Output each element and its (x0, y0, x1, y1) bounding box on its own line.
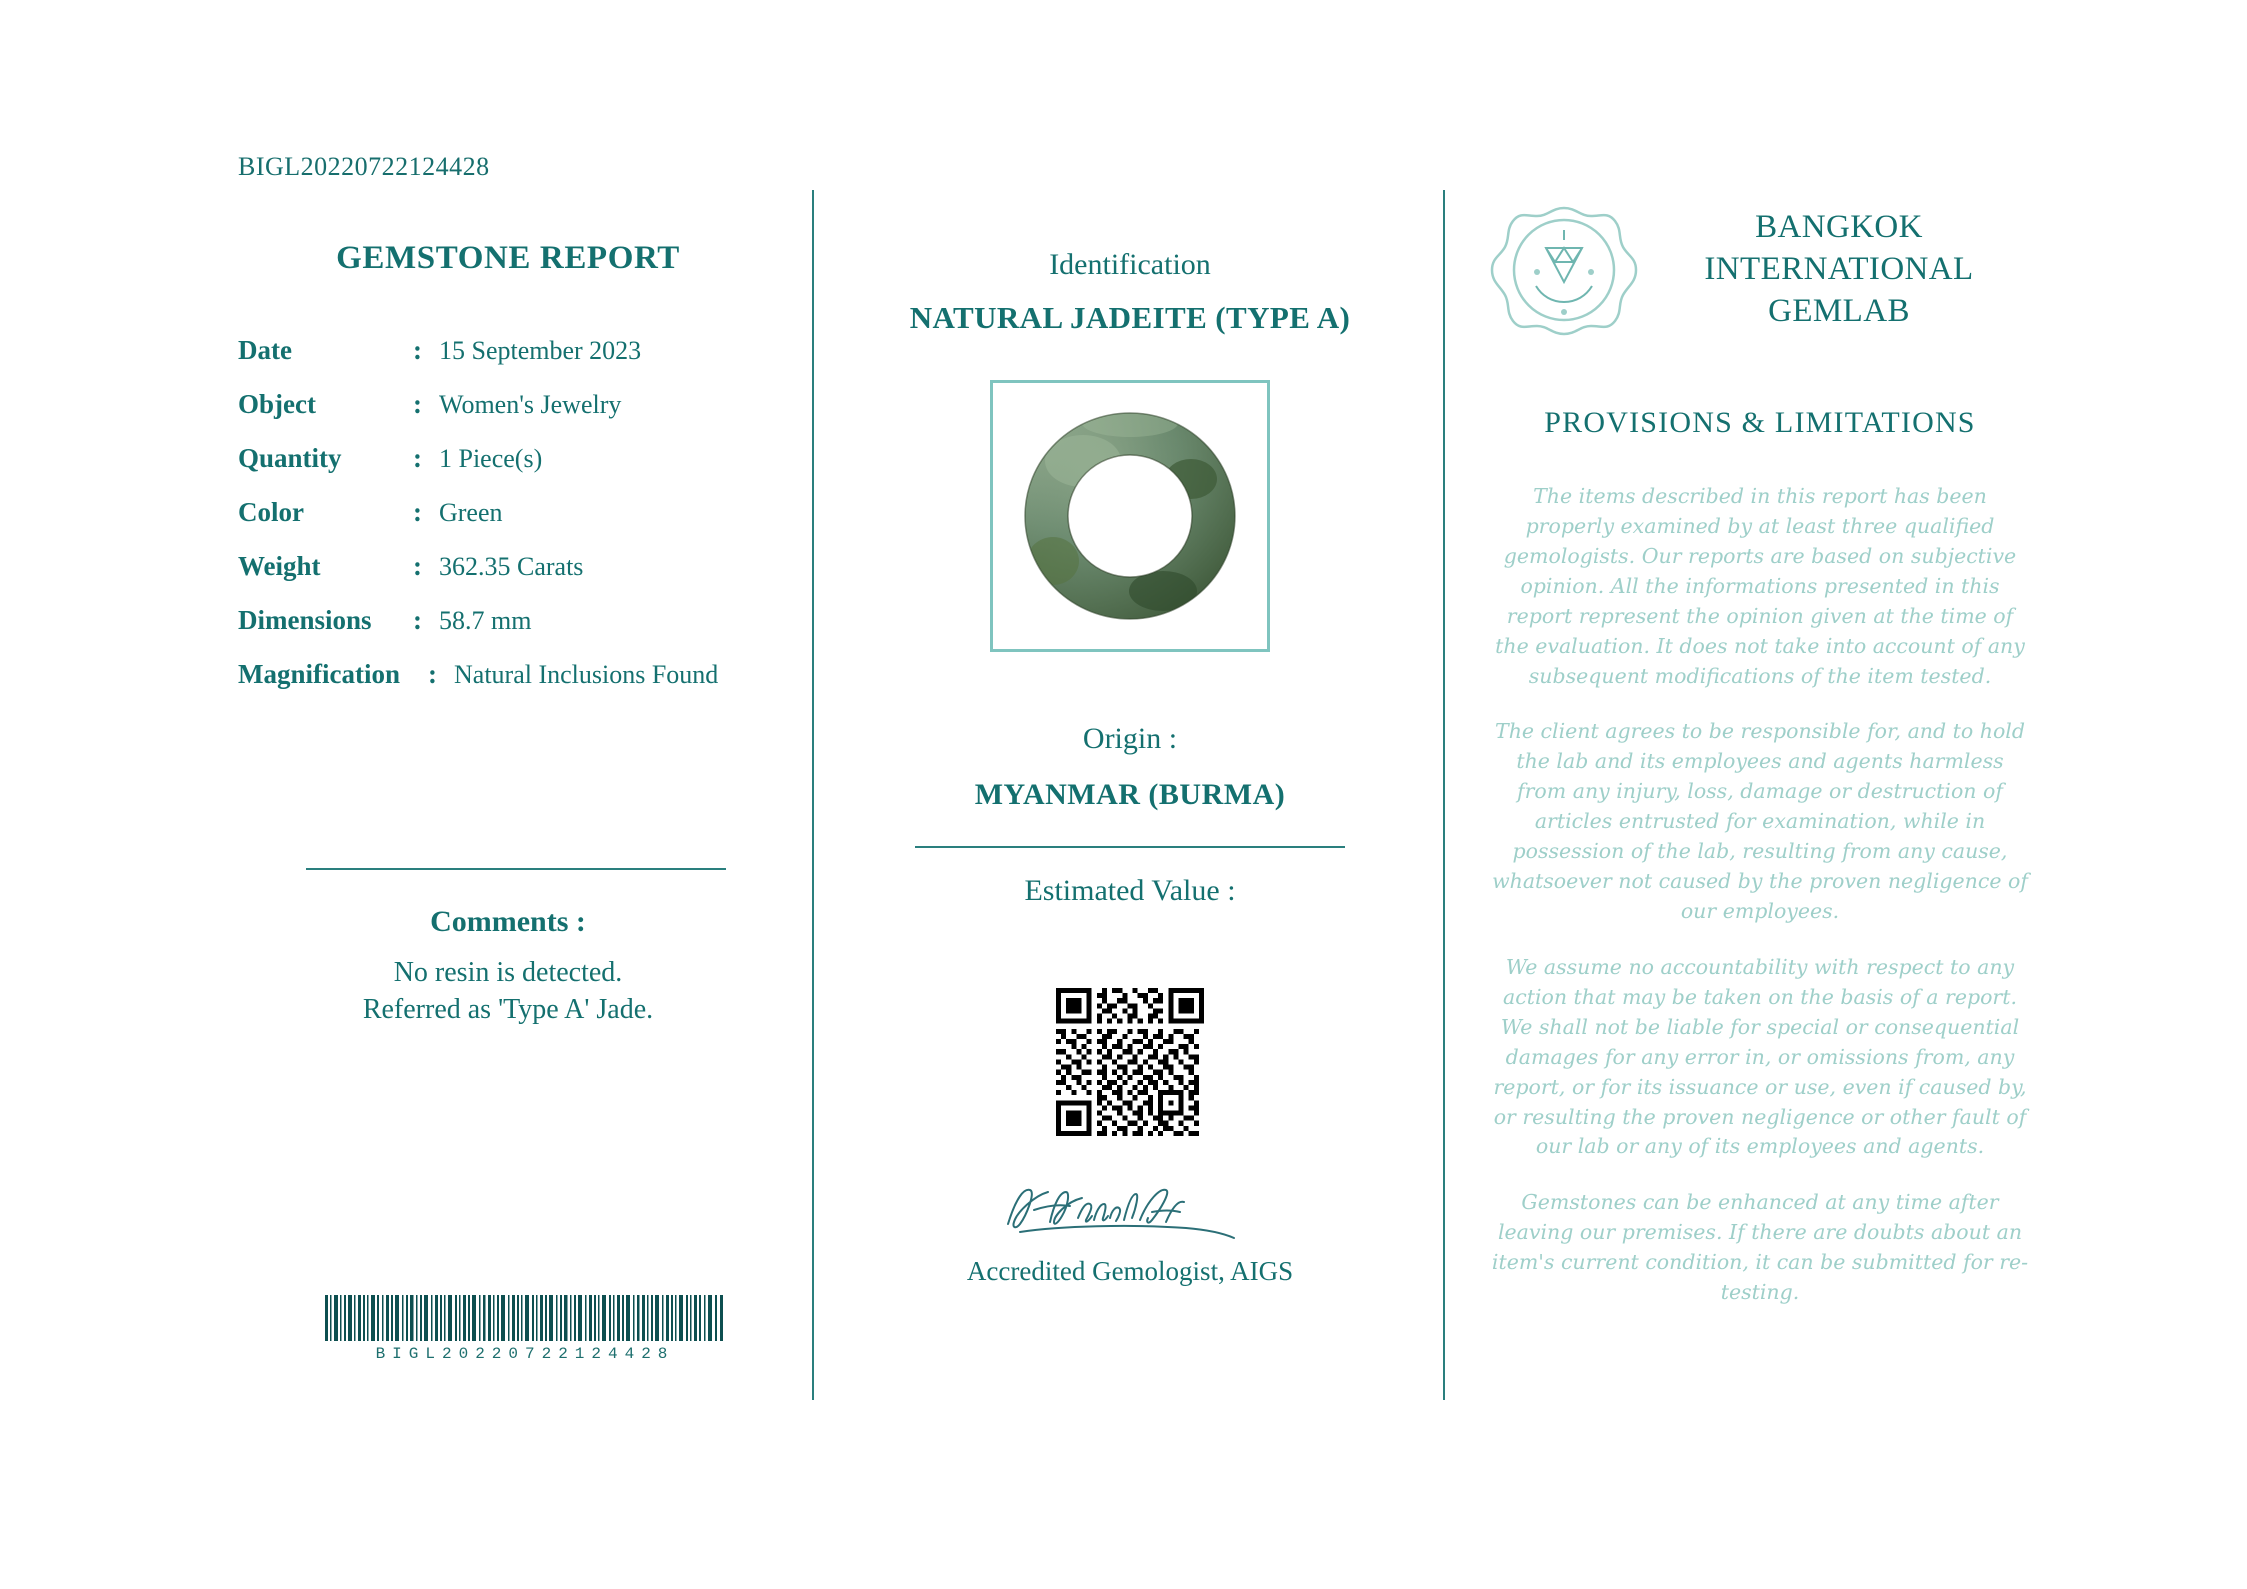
barcode (325, 1295, 725, 1363)
field-label: Quantity (238, 443, 342, 473)
gem-properties-list (238, 335, 778, 690)
field-colon: : (413, 551, 422, 581)
table-row (238, 389, 778, 420)
qr-code-icon (1056, 988, 1204, 1136)
provisions-paragraph: Gemstones can be enhanced at any time after leaving our premises. If there are doubts about an item's current condition, it can be submitted for re-testing. (1491, 1190, 2029, 1305)
field-label: Date (238, 335, 292, 365)
field-value: 1 Piece(s) (439, 444, 543, 473)
field-value: Women's Jewelry (439, 390, 622, 419)
field-label: Weight (238, 551, 321, 581)
comments-body (238, 955, 778, 1029)
brand-line-3: GEMLAB (1768, 293, 1910, 330)
field-value: 15 September 2023 (439, 336, 642, 365)
column-divider-right (1443, 190, 1445, 1400)
brand-header (1490, 196, 2030, 348)
signature-icon (990, 1176, 1270, 1242)
field-label: Color (238, 497, 304, 527)
field-colon: : (413, 443, 422, 473)
field-label: Object (238, 389, 316, 419)
provisions-paragraph: The items described in this report has been properly examined by at least three qualified gemologists. Our reports are based on subjective opinion. All the informations presented in this report represent the opinion given at the time of the evaluation. It does not take into account of any subsequent modifications of the item tested. (1495, 484, 2025, 688)
origin-label: Origin : (1082, 722, 1178, 755)
table-row (238, 659, 778, 690)
comments-line-2: Referred as 'Type A' Jade. (362, 993, 654, 1025)
table-row (238, 335, 778, 366)
right-column (1490, 196, 2030, 1308)
field-value: Green (439, 498, 503, 527)
brand-line-2: INTERNATIONAL (1704, 251, 1974, 288)
column-divider-left (812, 190, 814, 1400)
field-value: Natural Inclusions Found (454, 660, 719, 689)
divider-comments (306, 868, 726, 870)
gemologist-caption: Accredited Gemologist, AIGS (966, 1256, 1294, 1286)
comments-title: Comments : (430, 905, 586, 938)
jade-bangle-photo (1013, 401, 1248, 631)
field-value: 58.7 mm (439, 606, 532, 635)
table-row (238, 605, 778, 636)
seal-logo-icon (1490, 200, 1638, 348)
barcode-bars-icon (325, 1295, 725, 1341)
identification-value: NATURAL JADEITE (TYPE A) (909, 300, 1351, 335)
table-row (238, 497, 778, 528)
bigl-seal-logo (1490, 200, 1638, 348)
table-row (238, 443, 778, 474)
field-colon: : (413, 335, 422, 365)
field-value: 362.35 Carats (439, 552, 584, 581)
divider-estimated-value (915, 846, 1345, 848)
estimated-value-label: Estimated Value : (1024, 874, 1236, 907)
provisions-title: PROVISIONS & LIMITATIONS (1544, 406, 1976, 439)
estimated-value (880, 918, 1380, 948)
field-colon: : (413, 497, 422, 527)
field-colon: : (413, 605, 422, 635)
report-number: BIGL20220722124428 (238, 152, 490, 181)
signature-hashim-a (990, 1176, 1270, 1242)
left-column (238, 240, 778, 713)
brand-line-1: BANGKOK (1755, 209, 1923, 245)
stone-image-frame (990, 380, 1270, 652)
identification-label: Identification (1049, 248, 1211, 281)
barcode-value: BIGL20220722124428 (375, 1345, 675, 1363)
provisions-body (1490, 482, 2030, 1308)
origin-value: MYANMAR (BURMA) (974, 778, 1286, 811)
comments-line-1: No resin is detected. (393, 957, 623, 988)
provisions-paragraph: We assume no accountability with respect to any action that may be taken on the basis of a report. We shall not be liable for special or consequential damages for any error in, or omissions from, any report, or for its issuance or use, even if caused by, or resulting the proven negligence or other fault of our lab or any of its employees and agents. (1493, 954, 2027, 1159)
qr-code[interactable] (1056, 988, 1204, 1136)
middle-column (880, 248, 1380, 1287)
field-label: Magnification (238, 659, 400, 689)
field-colon: : (428, 659, 437, 689)
brand-name (1638, 196, 2030, 333)
provisions-paragraph: The client agrees to be responsible for, and to hold the lab and its employees and agents harmless from any injury, loss, damage or destruction of articles entrusted for examination, while in possession of the lab, resulting from any cause, whatsoever not caused by the proven negligence of our employees. (1492, 719, 2028, 923)
table-row (238, 551, 778, 582)
field-label: Dimensions (238, 605, 372, 635)
field-colon: : (413, 389, 422, 419)
page-title: GEMSTONE REPORT (336, 240, 680, 276)
